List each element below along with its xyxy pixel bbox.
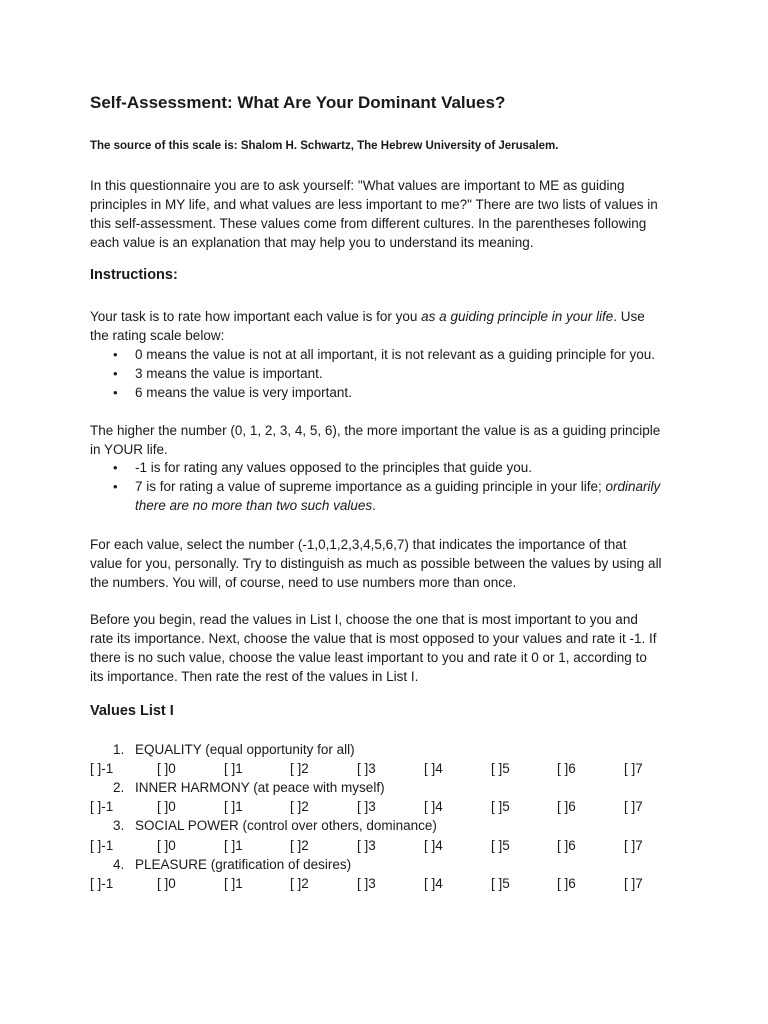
- list-item: [90, 345, 655, 364]
- page-title: Self-Assessment: What Are Your Dominant Values?: [90, 93, 506, 112]
- list-item: [90, 458, 660, 477]
- rating-option[interactable]: [ ]4: [424, 876, 443, 891]
- bullet-icon: •: [113, 460, 118, 475]
- rating-option[interactable]: [ ]2: [290, 799, 309, 814]
- rating-option[interactable]: [ ]7: [624, 799, 643, 814]
- list-item-emphasis: ordinarily: [605, 479, 661, 494]
- rating-option[interactable]: [ ]1: [224, 838, 243, 853]
- rating-option[interactable]: [ ]1: [224, 876, 243, 891]
- rating-option[interactable]: [ ]1: [224, 761, 243, 776]
- rating-option[interactable]: [ ]0: [157, 799, 176, 814]
- higher-paragraph: [90, 421, 660, 459]
- rating-option[interactable]: [ ]1: [224, 799, 243, 814]
- before-line: rate its importance. Next, choose the value that is most opposed to your values and rate it -1. If: [90, 631, 657, 646]
- rating-option[interactable]: [ ]-1: [90, 761, 114, 776]
- intro-paragraph: [90, 176, 658, 252]
- higher-line: The higher the number (0, 1, 2, 3, 4, 5, 6), the more important the value is as a guiding principle: [90, 423, 661, 438]
- bullet-icon: •: [113, 366, 118, 381]
- list-item-text-end: .: [372, 498, 376, 513]
- task-emphasis: as a guiding principle in your life: [421, 309, 614, 324]
- intro-line: principles in MY life, and what values are less important to me?" There are two lists of values in: [90, 197, 658, 212]
- list-item-text: 0 means the value is not at all important, it is not relevant as a guiding principle for you.: [135, 347, 656, 362]
- list-item-emphasis: there are no more than two such values: [135, 498, 373, 513]
- rating-scale-list: [90, 345, 655, 402]
- rating-option[interactable]: [ ]-1: [90, 799, 114, 814]
- bullet-icon: •: [113, 347, 118, 362]
- intro-line: this self-assessment. These values come from different cultures. In the parentheses following: [90, 216, 647, 231]
- rating-option[interactable]: [ ]6: [557, 876, 576, 891]
- rating-option[interactable]: [ ]4: [424, 799, 443, 814]
- for-each-line: value for you, personally. Try to distinguish as much as possible between the values by using all: [90, 556, 662, 571]
- value-item-number: 4.: [113, 857, 125, 872]
- rating-option[interactable]: [ ]0: [157, 761, 176, 776]
- rating-option[interactable]: [ ]3: [357, 876, 376, 891]
- task-line: the rating scale below:: [90, 328, 225, 343]
- rating-option[interactable]: [ ]4: [424, 761, 443, 776]
- rating-option[interactable]: [ ]5: [491, 876, 510, 891]
- value-item-number: 3.: [113, 818, 125, 833]
- intro-line: In this questionnaire you are to ask yourself: "What values are important to ME as guiding: [90, 178, 625, 193]
- rating-option[interactable]: [ ]2: [290, 838, 309, 853]
- rating-option[interactable]: [ ]-1: [90, 876, 114, 891]
- list-item: [90, 364, 655, 383]
- list-item-text: -1 is for rating any values opposed to the principles that guide you.: [135, 460, 532, 475]
- rating-option[interactable]: [ ]7: [624, 761, 643, 776]
- rating-option[interactable]: [ ]6: [557, 799, 576, 814]
- value-item-title: [113, 818, 437, 833]
- rating-option[interactable]: [ ]7: [624, 876, 643, 891]
- for-each-line: For each value, select the number (-1,0,1,2,3,4,5,6,7) that indicates the importance of that: [90, 537, 627, 552]
- rating-option[interactable]: [ ]0: [157, 876, 176, 891]
- rating-option[interactable]: [ ]5: [491, 838, 510, 853]
- rating-option[interactable]: [ ]2: [290, 876, 309, 891]
- intro-line: each value is an explanation that may help you to understand its meaning.: [90, 235, 534, 250]
- task-text-end: . Use: [613, 309, 645, 324]
- rating-option[interactable]: [ ]0: [157, 838, 176, 853]
- rating-option[interactable]: [ ]3: [357, 799, 376, 814]
- rating-option[interactable]: [ ]-1: [90, 838, 114, 853]
- value-item-label: SOCIAL POWER (control over others, dominance): [135, 818, 437, 833]
- values-list-heading: Values List I: [90, 703, 174, 719]
- rating-option[interactable]: [ ]7: [624, 838, 643, 853]
- value-item-title: [113, 857, 351, 872]
- bullet-icon: •: [113, 385, 118, 400]
- list-item-text: 7 is for rating a value of supreme importance as a guiding principle in your life;: [135, 479, 606, 494]
- source-line: The source of this scale is: Shalom H. Schwartz, The Hebrew University of Jerusalem.: [90, 140, 559, 152]
- value-item-label: EQUALITY (equal opportunity for all): [135, 742, 355, 757]
- task-paragraph: [90, 307, 645, 345]
- extra-values-list: [90, 458, 660, 515]
- rating-option[interactable]: [ ]4: [424, 838, 443, 853]
- list-item: [90, 383, 655, 402]
- value-item-label: INNER HARMONY (at peace with myself): [135, 780, 385, 795]
- higher-line: in YOUR life.: [90, 442, 168, 457]
- value-item-number: 1.: [113, 742, 125, 757]
- rating-option[interactable]: [ ]3: [357, 761, 376, 776]
- value-item-label: PLEASURE (gratification of desires): [135, 857, 352, 872]
- value-item-title: [113, 780, 385, 795]
- list-item-line: [135, 477, 660, 496]
- task-text: Your task is to rate how important each value is for you: [90, 309, 422, 324]
- list-item-line: [135, 496, 660, 515]
- list-item-text: 3 means the value is important.: [135, 366, 323, 381]
- before-line: there is no such value, choose the value least important to you and rate it 0 or 1, according to: [90, 650, 647, 665]
- for-each-paragraph: [90, 535, 662, 592]
- bullet-icon: •: [113, 479, 118, 494]
- rating-option[interactable]: [ ]6: [557, 761, 576, 776]
- rating-option[interactable]: [ ]6: [557, 838, 576, 853]
- before-line: Before you begin, read the values in List I, choose the one that is most important to you and: [90, 612, 638, 627]
- rating-option[interactable]: [ ]2: [290, 761, 309, 776]
- instructions-heading: Instructions:: [90, 267, 178, 283]
- task-line: [90, 307, 645, 326]
- for-each-line: the numbers. You will, of course, need to use numbers more than once.: [90, 575, 517, 590]
- list-item: [90, 477, 660, 515]
- value-item-number: 2.: [113, 780, 125, 795]
- value-item-title: [113, 742, 355, 757]
- rating-option[interactable]: [ ]5: [491, 799, 510, 814]
- before-paragraph: [90, 610, 657, 686]
- list-item-text: 6 means the value is very important.: [135, 385, 352, 400]
- before-line: its importance. Then rate the rest of the values in List I.: [90, 669, 419, 684]
- rating-option[interactable]: [ ]3: [357, 838, 376, 853]
- rating-option[interactable]: [ ]5: [491, 761, 510, 776]
